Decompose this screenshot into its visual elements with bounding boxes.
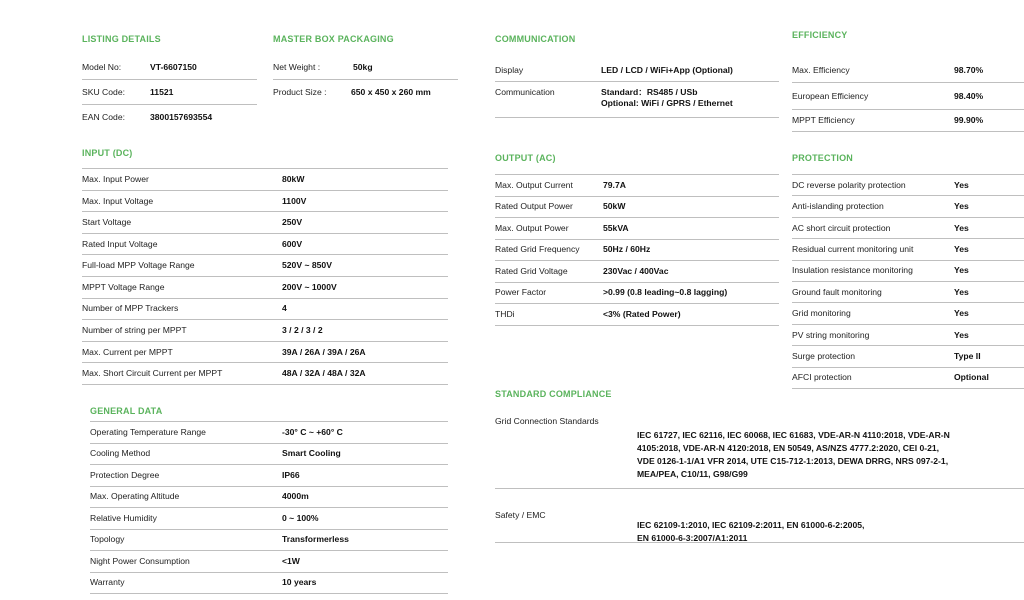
input-dc-label: Max. Current per MPPT bbox=[82, 346, 173, 357]
divider bbox=[495, 488, 1024, 489]
general-row bbox=[90, 422, 448, 444]
protection-title: PROTECTION bbox=[792, 153, 854, 163]
efficiency-row bbox=[792, 110, 1024, 132]
output-ac-row bbox=[495, 283, 779, 305]
communication-value: Standard：RS485 / USb Optional: WiFi / GPRS / Ethernet bbox=[601, 87, 733, 108]
protection-value: Yes bbox=[954, 179, 969, 190]
standards-label: Grid Connection Standards bbox=[495, 416, 599, 426]
standards-value: IEC 61727, IEC 62116, IEC 60068, IEC 61683, VDE-AR-N 4110:2018, VDE-AR-N 4105:2018, VDE-AR-N 4120:2018, EN 50549, AS/NZS 4777.2:2020, CEI 0-21, VDE 0126-1-1/A1 VFR 2014, UTE C15-712-1:2013, DEWA DRRG, NRS 097-2-1, MEA/PEA, C10/11, G98/G99 bbox=[637, 429, 950, 479]
input-dc-value: 39A / 26A / 39A / 26A bbox=[282, 346, 366, 357]
output-ac-row bbox=[495, 197, 779, 219]
output-ac-label: Rated Output Power bbox=[495, 201, 573, 212]
output-ac-value: 50Hz / 60Hz bbox=[603, 244, 651, 255]
protection-label: Anti-islanding protection bbox=[792, 201, 884, 212]
general-value: IP66 bbox=[282, 469, 300, 480]
listing-details-title: LISTING DETAILS bbox=[82, 34, 161, 44]
output-ac-row bbox=[495, 240, 779, 262]
communication-label: Display bbox=[495, 65, 524, 76]
input-dc-value: 48A / 32A / 48A / 32A bbox=[282, 368, 366, 379]
input-dc-row bbox=[82, 255, 448, 277]
protection-row bbox=[792, 282, 1024, 303]
output-ac-row bbox=[495, 304, 779, 326]
input-dc-label: Max. Input Voltage bbox=[82, 195, 154, 206]
input-dc-row bbox=[82, 277, 448, 299]
protection-label: Residual current monitoring unit bbox=[792, 244, 914, 254]
standards-value: IEC 62109-1:2010, IEC 62109-2:2011, EN 61000-6-2:2005, EN 61000-6-3:2007/A1:2011 bbox=[637, 519, 865, 543]
input-dc-label: Max. Input Power bbox=[82, 173, 149, 184]
general-label: Night Power Consumption bbox=[90, 555, 190, 566]
general-row bbox=[90, 530, 448, 552]
protection-label: Grid monitoring bbox=[792, 308, 851, 319]
input-dc-row bbox=[82, 320, 448, 342]
standards-value-grid bbox=[637, 416, 1022, 480]
input-dc-row bbox=[82, 342, 448, 364]
input-dc-value: 520V ~ 850V bbox=[282, 260, 332, 271]
general-value: 4000m bbox=[282, 491, 309, 502]
protection-row bbox=[792, 218, 1024, 239]
protection-value: Yes bbox=[954, 329, 969, 340]
master-box-value: 50kg bbox=[353, 61, 373, 72]
protection-value: Yes bbox=[954, 244, 969, 254]
input-dc-value: 3 / 2 / 3 / 2 bbox=[282, 325, 323, 336]
protection-table bbox=[792, 175, 1024, 389]
general-label: Topology bbox=[90, 534, 125, 545]
input-dc-label: Max. Short Circuit Current per MPPT bbox=[82, 368, 223, 379]
output-ac-value: 230Vac / 400Vac bbox=[603, 265, 669, 276]
input-dc-label: Start Voltage bbox=[82, 217, 132, 228]
input-dc-row bbox=[82, 299, 448, 321]
protection-row bbox=[792, 303, 1024, 324]
output-ac-row bbox=[495, 261, 779, 283]
protection-row bbox=[792, 346, 1024, 367]
protection-value: Yes bbox=[954, 222, 969, 233]
master-box-title: MASTER BOX PACKAGING bbox=[273, 34, 394, 44]
input-dc-value: 250V bbox=[282, 217, 303, 228]
protection-row bbox=[792, 368, 1024, 389]
standard-compliance-title: STANDARD COMPLIANCE bbox=[495, 389, 612, 399]
output-ac-label: Power Factor bbox=[495, 287, 547, 298]
communication-title: COMMUNICATION bbox=[495, 34, 576, 44]
output-ac-title: OUTPUT (AC) bbox=[495, 153, 556, 163]
output-ac-value: 50kW bbox=[603, 201, 626, 212]
input-dc-label: Rated Input Voltage bbox=[82, 238, 158, 249]
protection-row bbox=[792, 239, 1024, 260]
output-ac-label: Rated Grid Frequency bbox=[495, 244, 580, 255]
general-label: Relative Humidity bbox=[90, 512, 157, 523]
output-ac-row bbox=[495, 218, 779, 240]
protection-label: AFCI protection bbox=[792, 372, 852, 383]
listing-details-table bbox=[82, 55, 257, 130]
general-value: Transformerless bbox=[282, 534, 349, 545]
input-dc-label: Number of string per MPPT bbox=[82, 325, 187, 336]
standards-label-safety bbox=[495, 510, 635, 520]
protection-label: Surge protection bbox=[792, 350, 856, 361]
output-ac-label: THDi bbox=[495, 308, 515, 319]
divider bbox=[495, 542, 1024, 543]
input-dc-label: MPPT Voltage Range bbox=[82, 281, 165, 292]
protection-label: Insulation resistance monitoring bbox=[792, 265, 913, 276]
input-dc-row bbox=[82, 234, 448, 256]
output-ac-label: Max. Output Power bbox=[495, 222, 569, 233]
protection-value: Yes bbox=[954, 265, 969, 276]
protection-value: Yes bbox=[954, 201, 969, 212]
input-dc-row bbox=[82, 191, 448, 213]
master-box-label: Net Weight : bbox=[273, 61, 321, 72]
output-ac-value: 55kVA bbox=[603, 222, 629, 233]
master-box-value: 650 x 450 x 260 mm bbox=[351, 87, 431, 98]
listing-label: EAN Code: bbox=[82, 112, 125, 123]
protection-value: Yes bbox=[954, 286, 969, 297]
efficiency-label: Max. Efficiency bbox=[792, 64, 850, 75]
output-ac-value: >0.99 (0.8 leading~0.8 lagging) bbox=[603, 287, 728, 298]
input-dc-value: 1100V bbox=[282, 195, 307, 206]
protection-label: PV string monitoring bbox=[792, 329, 870, 340]
input-dc-label: Number of MPP Trackers bbox=[82, 303, 179, 314]
general-row bbox=[90, 551, 448, 573]
general-value: Smart Cooling bbox=[282, 448, 341, 459]
input-dc-value: 600V bbox=[282, 238, 303, 249]
listing-row-model bbox=[82, 55, 257, 80]
listing-value: 11521 bbox=[150, 86, 174, 97]
general-value: 0 ~ 100% bbox=[282, 512, 319, 523]
listing-label: SKU Code: bbox=[82, 86, 125, 97]
efficiency-label: MPPT Efficiency bbox=[792, 115, 855, 126]
general-value: <1W bbox=[282, 555, 300, 566]
general-label: Max. Operating Altitude bbox=[90, 491, 180, 502]
protection-label: DC reverse polarity protection bbox=[792, 179, 906, 190]
general-value: 10 years bbox=[282, 577, 317, 588]
input-dc-row bbox=[82, 212, 448, 234]
general-row bbox=[90, 487, 448, 509]
efficiency-label: European Efficiency bbox=[792, 90, 869, 101]
communication-table bbox=[495, 60, 779, 118]
output-ac-row bbox=[495, 175, 779, 197]
efficiency-value: 98.70% bbox=[954, 64, 984, 75]
efficiency-value: 98.40% bbox=[954, 90, 984, 101]
master-box-table bbox=[273, 55, 458, 105]
protection-value: Type II bbox=[954, 350, 981, 361]
protection-row bbox=[792, 261, 1024, 282]
output-ac-table bbox=[495, 175, 779, 326]
standards-label: Safety / EMC bbox=[495, 510, 546, 520]
listing-label: Model No: bbox=[82, 61, 122, 72]
input-dc-value: 80kW bbox=[282, 173, 305, 184]
efficiency-value: 99.90% bbox=[954, 115, 984, 126]
general-row bbox=[90, 508, 448, 530]
general-data-table bbox=[90, 422, 448, 594]
general-row bbox=[90, 465, 448, 487]
general-row bbox=[90, 573, 448, 595]
listing-value: VT-6607150 bbox=[150, 61, 197, 72]
standards-label-grid bbox=[495, 416, 635, 426]
protection-row bbox=[792, 196, 1024, 217]
master-box-label: Product Size : bbox=[273, 87, 327, 98]
input-dc-row bbox=[82, 363, 448, 385]
input-dc-label: Full-load MPP Voltage Range bbox=[82, 260, 195, 271]
protection-row bbox=[792, 325, 1024, 346]
efficiency-row bbox=[792, 58, 1024, 83]
input-dc-row bbox=[82, 169, 448, 191]
communication-row-comm bbox=[495, 82, 779, 118]
general-label: Protection Degree bbox=[90, 469, 160, 480]
output-ac-value: 79.7A bbox=[603, 179, 626, 190]
output-ac-label: Max. Output Current bbox=[495, 179, 573, 190]
communication-label: Communication bbox=[495, 87, 555, 97]
listing-row-ean bbox=[82, 105, 257, 130]
protection-row bbox=[792, 175, 1024, 196]
efficiency-table bbox=[792, 58, 1024, 132]
communication-value: LED / LCD / WiFi+App (Optional) bbox=[601, 65, 733, 76]
general-label: Operating Temperature Range bbox=[90, 426, 206, 437]
input-dc-title: INPUT (DC) bbox=[82, 148, 133, 158]
output-ac-value: <3% (Rated Power) bbox=[603, 308, 681, 319]
general-label: Warranty bbox=[90, 577, 125, 588]
general-label: Cooling Method bbox=[90, 448, 151, 459]
listing-value: 3800157693554 bbox=[150, 112, 213, 123]
input-dc-value: 200V ~ 1000V bbox=[282, 281, 337, 292]
output-ac-label: Rated Grid Voltage bbox=[495, 265, 568, 276]
listing-row-sku bbox=[82, 80, 257, 105]
efficiency-row bbox=[792, 83, 1024, 110]
input-dc-table bbox=[82, 169, 448, 385]
protection-value: Optional bbox=[954, 372, 989, 383]
general-data-title: GENERAL DATA bbox=[90, 406, 163, 416]
protection-value: Yes bbox=[954, 308, 969, 319]
protection-label: AC short circuit protection bbox=[792, 222, 891, 233]
communication-row-display bbox=[495, 60, 779, 82]
protection-label: Ground fault monitoring bbox=[792, 286, 882, 297]
master-box-row-weight bbox=[273, 55, 458, 80]
efficiency-title: EFFICIENCY bbox=[792, 30, 848, 40]
master-box-row-size bbox=[273, 80, 458, 105]
general-value: -30° C ~ +60° C bbox=[282, 426, 343, 437]
standards-value-safety bbox=[637, 506, 1022, 545]
general-row bbox=[90, 444, 448, 466]
input-dc-value: 4 bbox=[282, 303, 287, 314]
